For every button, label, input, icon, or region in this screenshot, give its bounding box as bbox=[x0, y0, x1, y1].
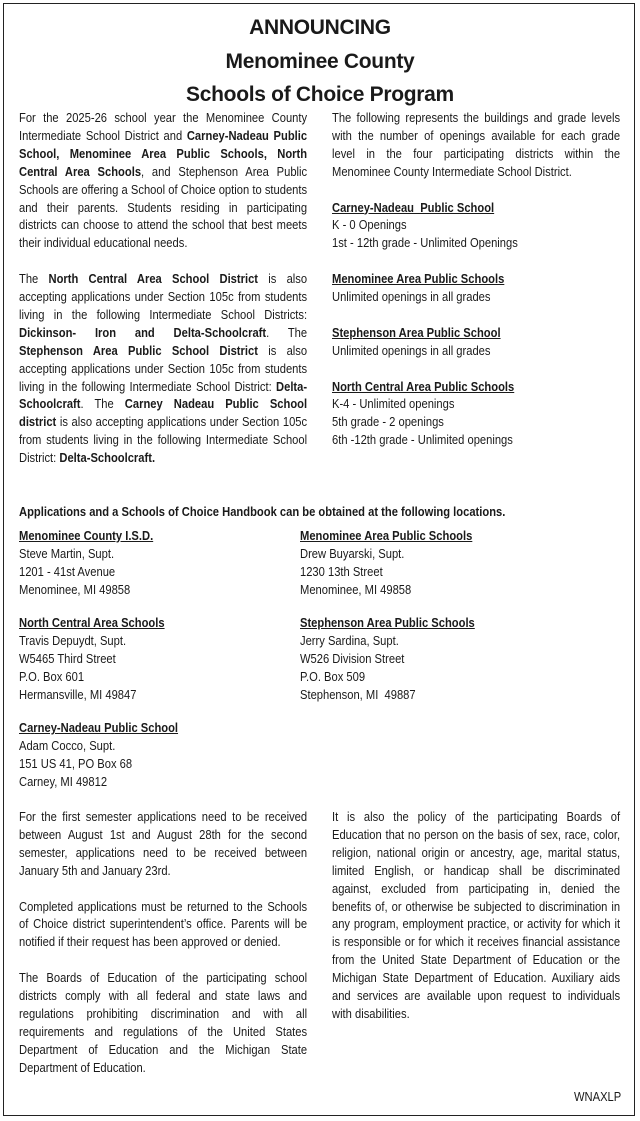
intro-paragraph-1: For the 2025-26 school year the Menominee County Intermediate School District and Carney-Nadeau Public School, Menominee Area Public Schools, North Central Area Schools, and Stephenson Area Public Schools are offering a School of Choice option to students and their parents. Students residing in participating districts can choose to attend the school that best meets their individual educational needs. bbox=[19, 110, 308, 251]
bottom-right-column bbox=[332, 808, 620, 1023]
address-line: Steve Martin, Supt. bbox=[19, 545, 115, 561]
address-line: Menominee, MI 49858 bbox=[300, 581, 412, 597]
title-announcing: ANNOUNCING bbox=[249, 16, 391, 39]
address-name: Carney-Nadeau Public School bbox=[19, 720, 179, 735]
address-name: North Central Area Schools bbox=[19, 615, 165, 630]
address-line: W526 Division Street bbox=[300, 650, 405, 666]
application-return: Completed applications must be returned to the Schools of Choice district superintendent’s office. Parents will be notified if their request has been approved or denied. bbox=[19, 898, 308, 950]
opening-line: 1st - 12th grade - Unlimited Openings bbox=[332, 235, 518, 251]
address-name: Menominee County I.S.D. bbox=[19, 528, 154, 543]
opening-line: 5th grade - 2 openings bbox=[332, 414, 444, 430]
opening-line: K-4 - Unlimited openings bbox=[332, 396, 455, 412]
compliance-statement: The Boards of Education of the participating school districts comply with all federal and state laws and regulations prohibiting discrimination and with all requirements and regulations of the United States Department of Education and the Michigan State Department of Education. bbox=[19, 970, 308, 1075]
address-line: Adam Cocco, Supt. bbox=[19, 737, 116, 753]
opening-line: K - 0 Openings bbox=[332, 217, 407, 233]
address-line: 1201 - 41st Avenue bbox=[19, 563, 116, 579]
opening-line: 6th -12th grade - Unlimited openings bbox=[332, 432, 513, 448]
address-line: Hermansville, MI 49847 bbox=[19, 686, 137, 702]
openings-column bbox=[332, 109, 620, 449]
address-line: W5465 Third Street bbox=[19, 650, 116, 666]
address-carney-nadeau bbox=[19, 719, 277, 791]
address-name: Stephenson Area Public Schools bbox=[300, 615, 475, 630]
opening-line: Unlimited openings in all grades bbox=[332, 289, 491, 305]
address-line: 1230 13th Street bbox=[300, 563, 383, 579]
nondiscrimination-policy: It is also the policy of the participating Boards of Education that no person on the basis of sex, race, color, religion, national origin or ancestry, age, marital status, limited English, or handicap shall be discriminated against, excluded from participating in, denied the benefits of, or otherwise be subjected to discrimination in any program, employment practice, or activity for which it is responsible or for which it receives financial assistance from the United State Department of Education or the Michigan State Department of Education. Auxiliary aids and services are available upon request to individuals with disabilities. bbox=[332, 809, 621, 1021]
school-name-carney-nadeau: Carney-Nadeau Public School bbox=[332, 199, 495, 215]
address-line: Stephenson, MI 49887 bbox=[300, 686, 416, 702]
address-name: Menominee Area Public Schools bbox=[300, 528, 473, 543]
opening-line: Unlimited openings in all grades bbox=[332, 342, 491, 358]
address-line: 151 US 41, PO Box 68 bbox=[19, 755, 133, 771]
school-name-menominee: Menominee Area Public Schools bbox=[332, 271, 505, 287]
address-stephenson bbox=[300, 614, 558, 704]
intro-paragraph-2: The North Central Area School District is also accepting applications under Section 105c from students living in the following Intermediate School Districts: Dickinson- Iron and Delta-Schoolcraft. The Stephenson Area Public School District is also accepting applications under Section 105c from students living in the following Intermediate School District: Delta-Schoolcraft. The Carney Nadeau Public School district is also accepting applications under Section 105c from students living in the following Intermediate School District: Delta-Schoolcraft. bbox=[19, 271, 308, 466]
ad-code: WNAXLP bbox=[574, 1089, 622, 1104]
address-menominee-isd bbox=[19, 527, 277, 599]
school-name-north-central: North Central Area Public Schools bbox=[332, 378, 515, 394]
address-line: Travis Depuydt, Supt. bbox=[19, 632, 127, 648]
bottom-left-column bbox=[19, 808, 307, 1077]
application-dates: For the first semester applications need to be received between August 1st and August 28th for the second semester, applications need to be received between January 5th and January 23rd. bbox=[19, 809, 308, 878]
locations-heading: Applications and a Schools of Choice Handbook can be obtained at the following locations. bbox=[19, 504, 506, 519]
address-north-central bbox=[19, 614, 277, 704]
address-line: Jerry Sardina, Supt. bbox=[300, 632, 399, 648]
openings-intro: The following represents the buildings and grade levels with the number of openings available for each grade level in the four participating districts within the Menominee County Intermediate School District. bbox=[332, 110, 621, 179]
address-line: Carney, MI 49812 bbox=[19, 773, 108, 789]
address-menominee-area bbox=[300, 527, 558, 599]
title-program: Schools of Choice Program bbox=[186, 83, 454, 106]
address-line: Drew Buyarski, Supt. bbox=[300, 545, 405, 561]
address-line: Menominee, MI 49858 bbox=[19, 581, 131, 597]
school-name-stephenson: Stephenson Area Public School bbox=[332, 324, 501, 340]
address-line: P.O. Box 509 bbox=[300, 668, 366, 684]
address-line: P.O. Box 601 bbox=[19, 668, 85, 684]
district-list: Carney-Nadeau Public School, Menominee Area Public Schools, North Central Area Schools bbox=[19, 127, 308, 179]
intro-column bbox=[19, 109, 307, 467]
title-county: Menominee County bbox=[225, 50, 415, 73]
